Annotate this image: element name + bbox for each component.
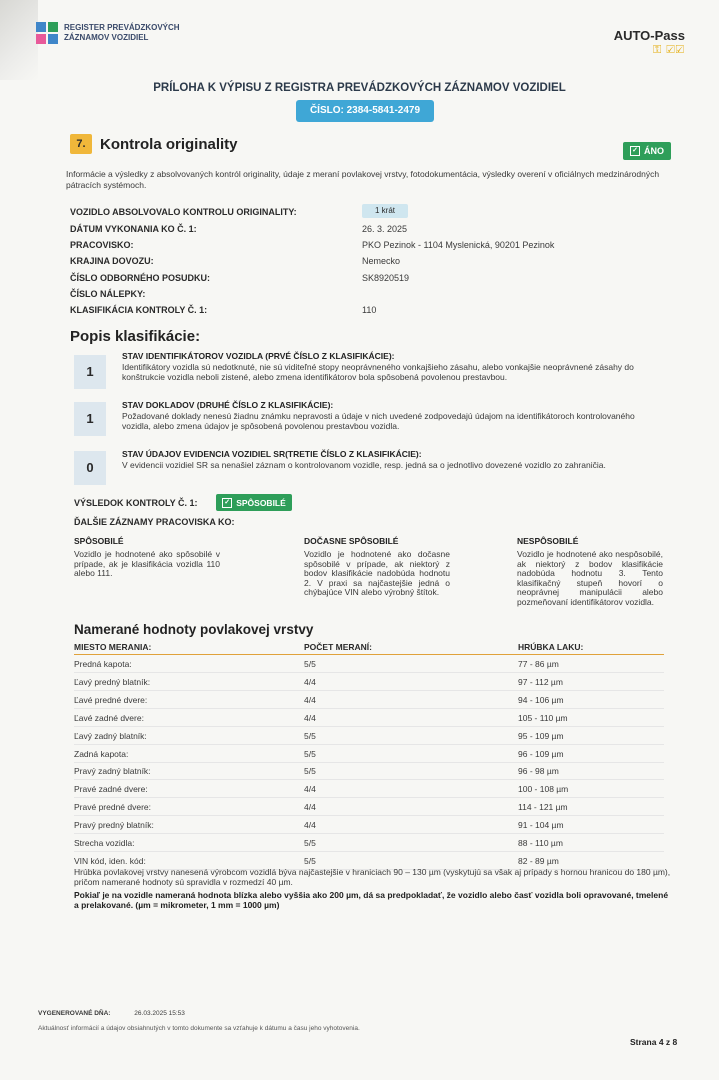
- autopass-brand: [614, 28, 685, 57]
- location-cell: Pravý predný blatník:: [74, 820, 154, 831]
- check-icon: ✓: [630, 146, 640, 156]
- table-row: [74, 691, 664, 709]
- measurements-note: Hrúbka povlakovej vrstvy nanesená výrobcom vozidlá býva najčastejšie v hraniciach 90 – 130 µm (vyskytujú sa však aj prípady s hornou hranicou do 180 µm), pričom namerané hodnoty sú spravidla v rozmedzí 40 µm.: [74, 867, 671, 887]
- document-title: PRÍLOHA K VÝPISU Z REGISTRA PREVÁDZKOVÝCH ZÁZNAMOV VOZIDIEL: [153, 82, 566, 94]
- car-key-icon: ⚿ ☑☑: [652, 44, 685, 56]
- generated-info: VYGENEROVANÉ DŇA: 26.03.2025 15:53: [38, 1010, 185, 1017]
- result-badge: ✓ SPÔSOBILÉ: [216, 494, 292, 511]
- category-unsuitable: NESPÔSOBILÉ Vozidlo je hodnotené ako nespôsobilé, ak niektorý z bodov klasifikácie nadobúda hodnotu 3. Tento klasifikačný stupeň hovorí o neoprávnej manipulácii alebo pozmeňovaní identifikátorov vozidla.: [517, 536, 663, 607]
- footer-note: Aktuálnosť informácií a údajov obsiahnutých v tomto dokumente sa vzťahuje k dátumu a času jeho vyhotovenia.: [38, 1025, 360, 1032]
- location-cell: Ľavý zadný blatník:: [74, 730, 147, 741]
- count-cell: 4/4: [304, 712, 316, 723]
- measurements-table-header: MIESTO MERANIA: POČET MERANÍ: HRÚBKA LAKU:: [74, 642, 664, 655]
- thickness-cell: 105 - 110 µm: [518, 712, 568, 723]
- number-value: 2384-5841-2479: [346, 105, 421, 116]
- table-row: [74, 709, 664, 727]
- category-temporary: DOČASNE SPÔSOBILÉ Vozidlo je hodnotené ako dočasne spôsobilé v prípade, ak niektorý z bodov klasifikácie nadobúda hodnotu 2. V praxi sa najčastejšie jedná o chýbajúce VIN alebo výrobný štítok.: [304, 536, 450, 598]
- table-row: [74, 673, 664, 691]
- count-cell: 5/5: [304, 730, 316, 741]
- number-label: ČÍSLO:: [309, 105, 344, 116]
- table-row: [74, 762, 664, 780]
- measurements-heading: Namerané hodnoty povlakovej vrstvy: [74, 622, 314, 637]
- count-cell: 5/5: [304, 766, 316, 777]
- check-icon: ✓: [222, 498, 232, 508]
- location-cell: Ľavé predné dvere:: [74, 694, 148, 705]
- location-cell: Strecha vozidla:: [74, 838, 135, 848]
- thickness-cell: 94 - 106 µm: [518, 694, 564, 705]
- other-records-label: ĎALŠIE ZÁZNAMY PRACOVISKA KO:: [74, 517, 235, 527]
- table-row: [74, 798, 664, 816]
- register-logo: [36, 22, 180, 44]
- logo-line-1: REGISTER PREVÁDZKOVÝCH: [64, 23, 180, 32]
- table-row: [74, 745, 664, 763]
- section-header: [70, 134, 238, 154]
- thickness-cell: 96 - 98 µm: [518, 766, 559, 777]
- thickness-cell: 77 - 86 µm: [518, 659, 559, 669]
- location-cell: Pravé predné dvere:: [74, 802, 152, 813]
- thickness-cell: 88 - 110 µm: [518, 838, 563, 848]
- document-page: REGISTER PREVÁDZKOVÝCH ZÁZNAMOV VOZIDIEL AUTO-Pass ⚿ ☑☑ PRÍLOHA K VÝPISU Z REGISTRA PREVÁDZKOVÝCH ZÁZNAMOV VOZIDIEL ČÍSLO: 2384-5841-2479 7. Kontrola originality ✓ ÁNO Informácie a výsledky z absolvovaných kontról originality, údaje z meraní povlakovej vrstvy, fotodokumentácia, výsledky overení v oficiálnych medzinárodných pátracích systémoch. VOZIDLO ABSOLVOVALO KONTROLU ORIGINALITY: 1 krát DÁTUM VYKONANIA KO Č. 1: 26. 3. 2025 PRACOVISKO: PKO Pezinok - 1104 Myslenická, 90201 Pezinok KRAJINA DOVOZU: Nemecko ČÍSLO ODBORNÉHO POSUDKU: SK8920519 ČÍSLO NÁLEPKY: KLASIFIKÁCIA KONTROLY Č. 1: 110 Popis klasifikácie: 1 STAV IDENTIFIKÁTOROV VOZIDLA (PRVÉ ČÍSLO Z KLASIFIKÁCIE): Identifikátory vozidla sú nedotknuté, nie sú viditeľné stopy neoprávneného vonkajšieho zásahu, alebo vonkajšie neoprávnené zásahy do konštrukcie vozidla neboli zistené, alebo zmena identifikátorov bola spôsobená povolenou prestavbou. 1 STAV DOKLADOV (DRUHÉ ČÍSLO Z KLASIFIKÁCIE): Požadované doklady nenesú žiadnu známku nepravosti a údaje v nich uvedené zodpovedajú údajom na identifikátoroch kontrolovaného vozidla, alebo zmena údajov je spôsobená povolenou prestavbou vozidla. 0 STAV ÚDAJOV EVIDENCIA VOZIDIEL SR(TRETIE ČÍSLO Z KLASIFIKÁCIE): V evidencii vozidiel SR sa nenašiel záznam o kontrolovanom vozidle, resp. jedná sa o jednotlivo dovezené vozidlo zo zahraničia. VÝSLEDOK KONTROLY Č. 1: ✓ SPÔSOBILÉ ĎALŠIE ZÁZNAMY PRACOVISKA KO: SPÔSOBILÉ Vozidlo je hodnotené ako spôsobilé v prípade, ak je klasifikácia vozidla 110 alebo 111. DOČASNE SPÔSOBILÉ Vozidlo je hodnotené ako dočasne spôsobilé v prípade, ak niektorý z bodov klasifikácie nadobúda hodnotu 2. V praxi sa najčastejšie jedná o chýbajúce VIN alebo výrobný štítok. NESPÔSOBILÉ Vozidlo je hodnotené ako nespôsobilé, ak niektorý z bodov klasifikácie nadobúda hodnotu 3. Tento klasifikačný stupeň hovorí o neoprávnej manipulácii alebo pozmeňovaní identifikátorov vozidla. Namerané hodnoty povlakovej vrstvy MIESTO MERANIA: POČET MERANÍ: HRÚBKA LAKU: Predná kapota: 5/5 77 - 86 µm Ľavý predný blatník: 4/4 97 - 112 µm Ľavé predné dvere: 4/4 94 - 106 µm Ľavé zadné dvere: 4/4 105 - 110 µm Ľavý zadný blatník: 5/5 95 - 109 µm Zadná kapota: 5/5 96 - 109 µm Pravý zadný blatník: 5/5 96 - 98 µm Pravé zadné dvere: 4/4 100 - 108 µm Pravé predné dvere: 4/4 114 - 121 µm Pravý predný blatník: 4/4 91 - 104 µm Strecha vozidla: 5/5 88 - 110 µm VIN kód, iden. kód: 5/5 82 - 89 µm Hrúbka povlakovej vrstvy nanesená výrobcom vozidlá býva najčastejšie v hraniciach 90 – 130 µm (vyskytujú sa však aj prípady s hornou hranicou do 180 µm), pričom namerané hodnoty sú spravidla v rozmedzí 40 µm. Pokiaľ je na vozidle nameraná hodnota blízka alebo vyššia ako 200 µm, dá sa predpokladať, že vozidlo alebo časť vozidla boli opravované, tmelené a prelakované. (µm = mikrometer, 1 mm = 1000 µm) VYGENEROVANÉ DŇA: 26.03.2025 15:53 Aktuálnosť informácií a údajov obsiahnutých v tomto dokumente sa vzťahuje k dátumu a času jeho vyhotovenia. Strana 4 z 8: [0, 0, 719, 1080]
- logo-grid-icon: [36, 22, 58, 44]
- location-cell: Pravý zadný blatník:: [74, 766, 151, 777]
- count-cell: 4/4: [304, 676, 316, 687]
- thickness-cell: 82 - 89 µm: [518, 855, 559, 866]
- thickness-cell: 96 - 109 µm: [518, 748, 564, 759]
- count-cell: 5/5: [304, 838, 316, 848]
- table-row: [74, 727, 664, 745]
- result-label: VÝSLEDOK KONTROLY Č. 1:: [74, 498, 198, 508]
- location-cell: Zadná kapota:: [74, 748, 129, 759]
- document-number-badge: [296, 100, 434, 122]
- status-badge: ✓ ÁNO: [623, 142, 671, 160]
- logo-line-2: ZÁZNAMOV VOZIDIEL: [64, 33, 149, 42]
- location-cell: Ľavý predný blatník:: [74, 676, 151, 687]
- section-title: Kontrola originality: [100, 135, 238, 153]
- location-cell: VIN kód, iden. kód:: [74, 855, 146, 866]
- count-cell: 4/4: [304, 802, 316, 813]
- location-cell: Predná kapota:: [74, 659, 132, 669]
- location-cell: Ľavé zadné dvere:: [74, 712, 144, 723]
- page-number: Strana 4 z 8: [630, 1037, 678, 1047]
- thickness-cell: 95 - 109 µm: [518, 730, 564, 741]
- page-curl: [0, 0, 38, 80]
- table-row: [74, 834, 664, 852]
- section-number: 7.: [70, 134, 92, 154]
- count-cell: 5/5: [304, 748, 316, 759]
- section-intro: Informácie a výsledky z absolvovaných kontról originality, údaje z meraní povlakovej vrstvy, fotodokumentácia, výsledky overení v oficiálnych medzinárodných pátracích systémoch.: [66, 169, 660, 190]
- thickness-cell: 114 - 121 µm: [518, 802, 568, 813]
- count-cell: 4/4: [304, 784, 316, 795]
- count-cell: 5/5: [304, 659, 316, 669]
- count-pill: 1 krát: [362, 204, 408, 218]
- table-row: [74, 655, 664, 673]
- count-cell: 4/4: [304, 820, 316, 831]
- brand-name: AUTO-Pass: [613, 28, 685, 43]
- classification-heading: Popis klasifikácie:: [70, 328, 201, 345]
- count-cell: 5/5: [304, 855, 316, 866]
- thickness-cell: 100 - 108 µm: [518, 784, 569, 795]
- location-cell: Pravé zadné dvere:: [74, 784, 148, 795]
- thickness-cell: 97 - 112 µm: [518, 676, 563, 687]
- table-row: [74, 816, 664, 834]
- table-row: [74, 780, 664, 798]
- category-suitable: SPÔSOBILÉ Vozidlo je hodnotené ako spôsobilé v prípade, ak je klasifikácia vozidla 110 alebo 111.: [74, 536, 220, 579]
- thickness-cell: 91 - 104 µm: [518, 820, 564, 831]
- measurements-warning: Pokiaľ je na vozidle nameraná hodnota blízka alebo vyššia ako 200 µm, dá sa predpokladať, že vozidlo alebo časť vozidla boli opravované, tmelené a prelakované. (µm = mikrometer, 1 mm = 1000 µm): [74, 890, 669, 910]
- count-cell: 4/4: [304, 694, 316, 705]
